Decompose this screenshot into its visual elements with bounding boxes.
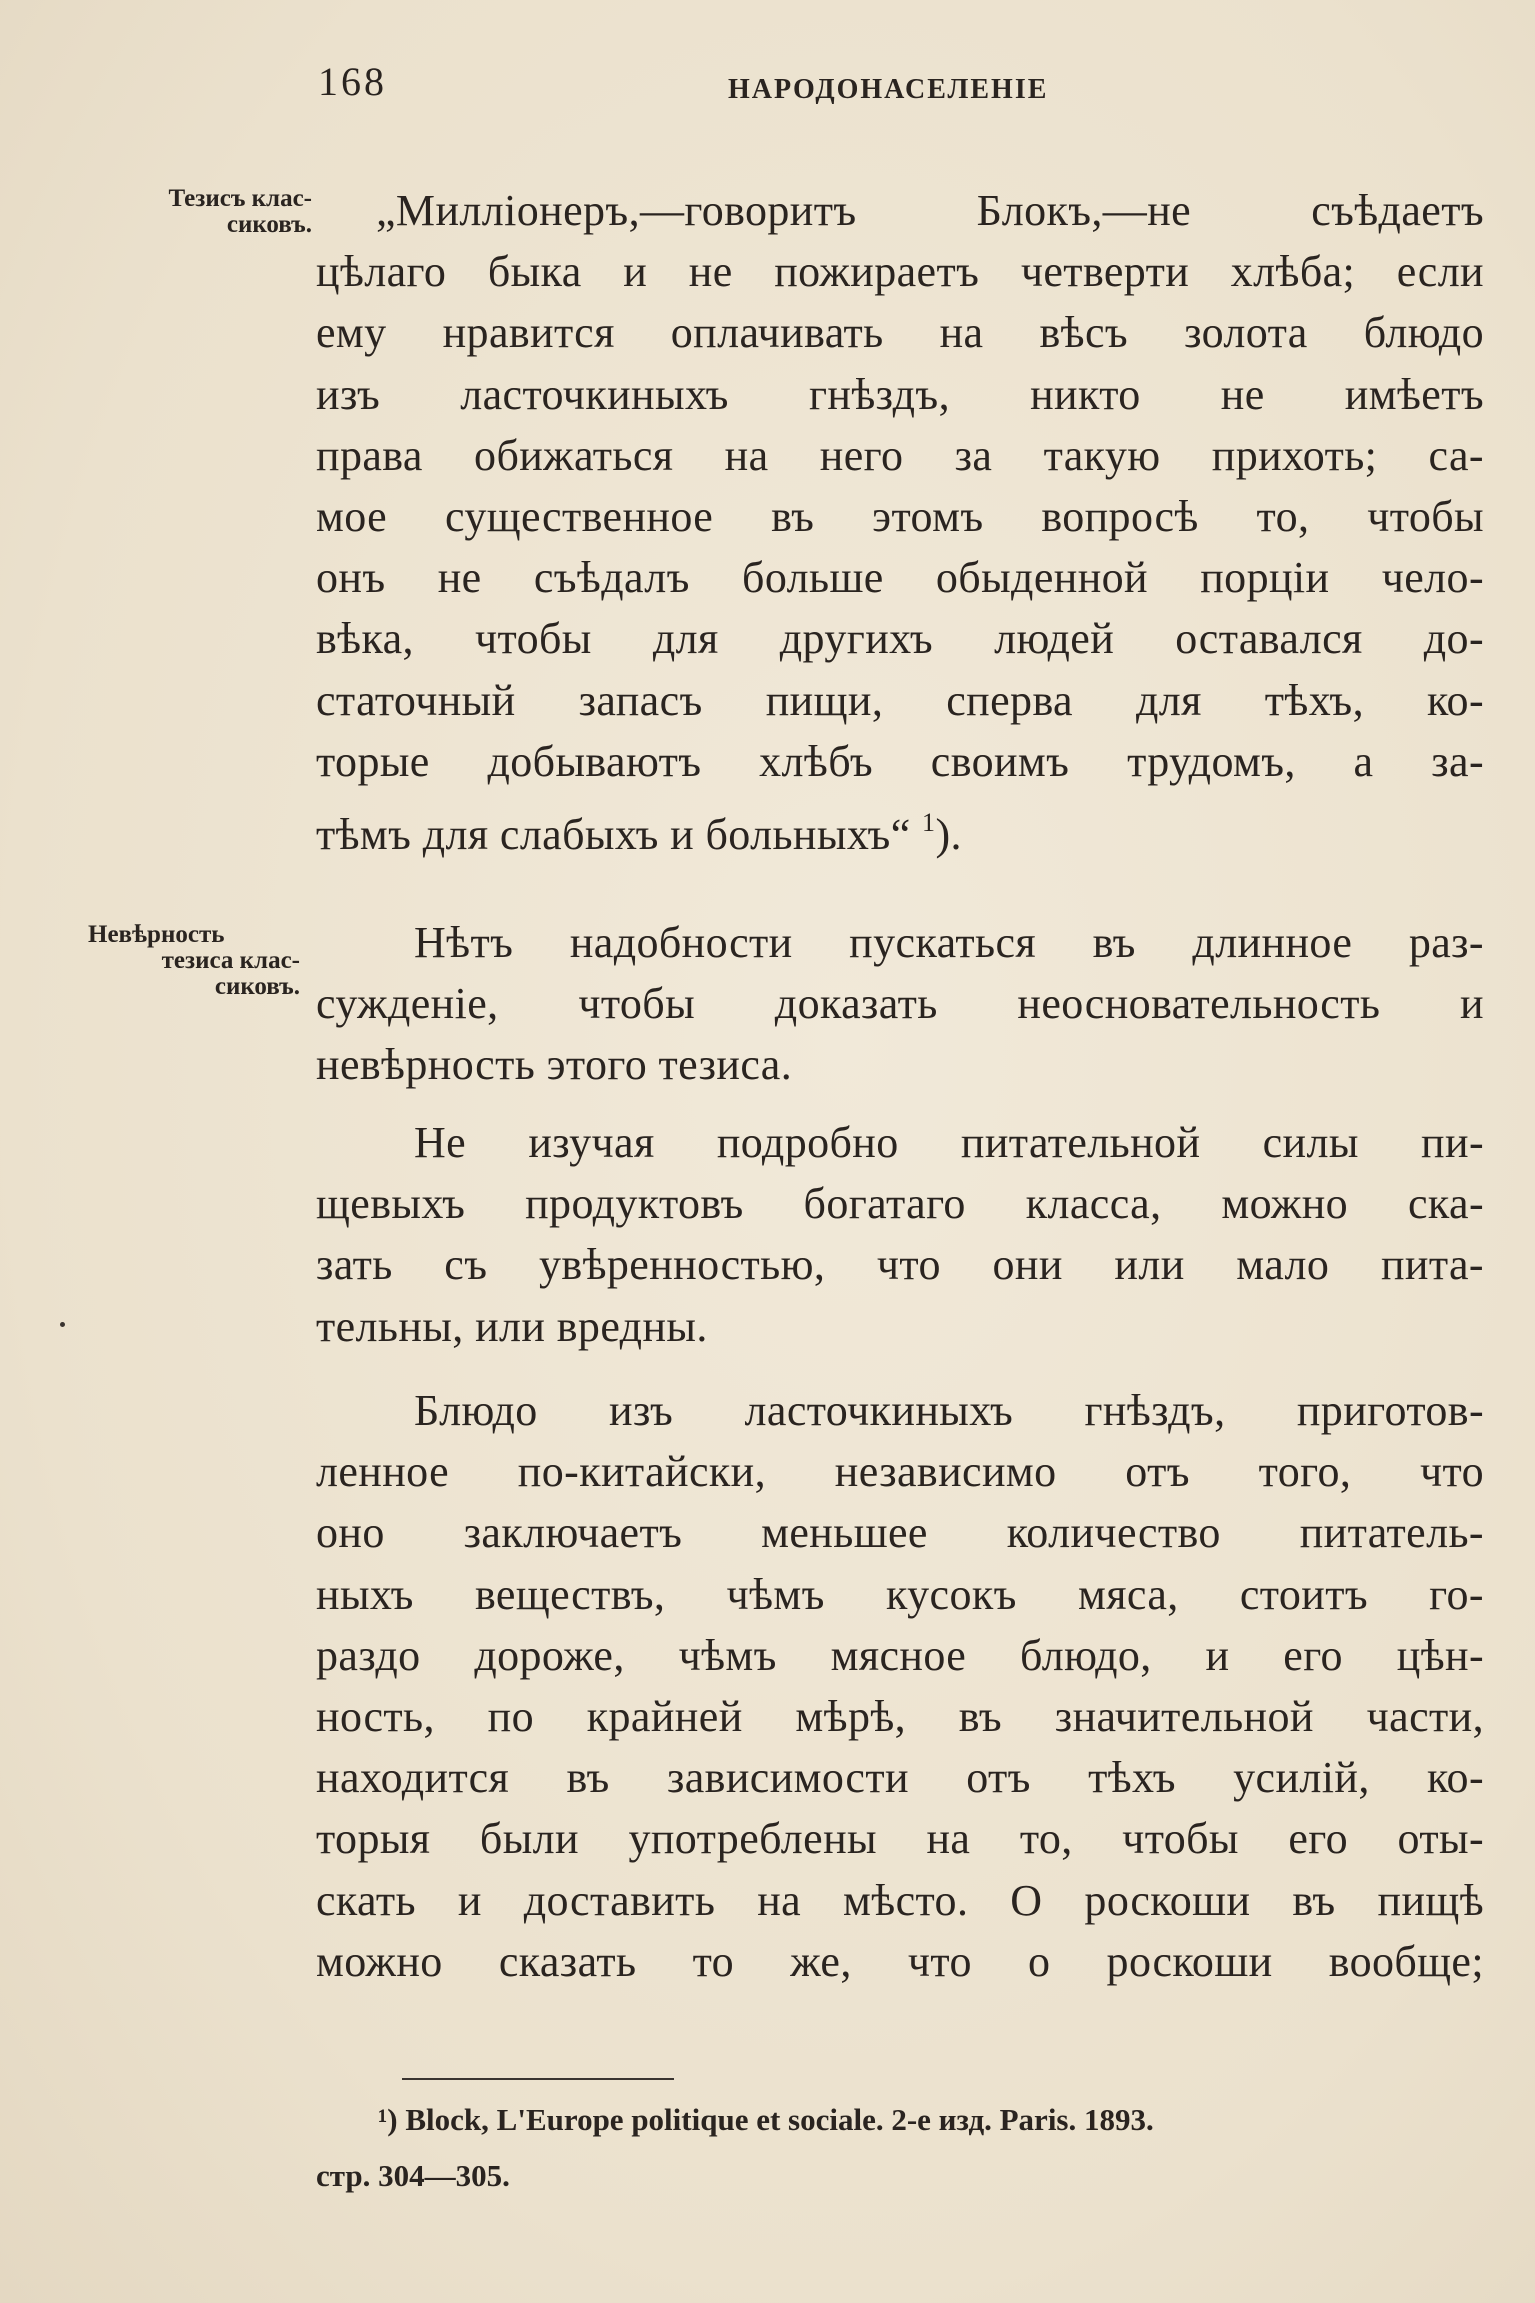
text-line: Не изучая подробно питательной силы пи-	[414, 1118, 1484, 1167]
margin-note-line: Тезисъ клас-	[168, 185, 312, 212]
footnote-reference-close: ).	[935, 809, 962, 859]
margin-note-thesis-falsity	[50, 922, 300, 1000]
margin-note-line: Невѣрность	[88, 921, 225, 948]
text-line: изъ ласточкиныхъ гнѣздъ, никто не имѣетъ	[316, 369, 1484, 419]
text-line: ныхъ веществъ, чѣмъ кусокъ мяса, стоитъ го-	[316, 1569, 1484, 1619]
text-line: щевыхъ продуктовъ богатаго класса, можно ска-	[316, 1179, 1484, 1229]
text-line: невѣрность этого тезиса.	[316, 1040, 793, 1090]
text-line: статочный запасъ пищи, сперва для тѣхъ, ко-	[316, 675, 1484, 725]
text-line: можно сказать то же, что о роскоши вообще;	[316, 1936, 1484, 1986]
margin-note-line: сиковъ.	[214, 973, 300, 1000]
text-line-with-footnote-ref	[316, 792, 1484, 859]
print-speck	[60, 1322, 65, 1327]
text-line: „Милліонеръ,—говоритъ Блокъ,—не съѣдаетъ	[376, 186, 1484, 235]
margin-note-thesis	[62, 186, 312, 238]
text-line: цѣлаго быка и не пожираетъ четверти хлѣба; если	[316, 247, 1484, 297]
text-line: скать и доставить на мѣсто. О роскоши въ пищѣ	[316, 1875, 1484, 1925]
text-line: раздо дороже, чѣмъ мясное блюдо, и его цѣн-	[316, 1630, 1484, 1680]
margin-note-line: тезиса клас-	[161, 947, 300, 974]
body-paragraph-4	[316, 1380, 1484, 1992]
text-line: торые добываютъ хлѣбъ своимъ трудомъ, а за-	[316, 736, 1484, 786]
body-paragraph-1	[316, 180, 1484, 859]
footnote-line: стр. 304—305.	[316, 2158, 510, 2193]
text-line: мое существенное въ этомъ вопросѣ то, чтобы	[316, 491, 1484, 541]
text-line: ность, по крайней мѣрѣ, въ значительной части,	[316, 1691, 1484, 1741]
text-line: находится въ зависимости отъ тѣхъ усилій, ко-	[316, 1753, 1484, 1803]
text-line: оно заключаетъ меньшее количество питатель-	[316, 1508, 1484, 1558]
running-title: НАРОДОНАСЕЛЕНІЕ	[728, 74, 1049, 105]
footnote-divider	[402, 2078, 674, 2080]
text-line: торыя были употреблены на то, чтобы его оты-	[316, 1814, 1484, 1864]
footnote-reference: 1	[922, 807, 936, 837]
text-line-content: тѣмъ для слабыхъ и больныхъ“	[316, 809, 911, 859]
body-paragraph-3	[316, 1112, 1484, 1357]
text-line: онъ не съѣдалъ больше обыденной порціи чело-	[316, 553, 1484, 603]
footnote	[316, 2092, 1484, 2204]
text-line: ленное по-китайски, независимо отъ того, что	[316, 1447, 1484, 1497]
page-number: 168	[318, 59, 387, 104]
text-line: сужденіе, чтобы доказать неосновательность и	[316, 979, 1484, 1029]
body-paragraph-2	[316, 912, 1484, 1096]
text-line: Блюдо изъ ласточкиныхъ гнѣздъ, приготов-	[414, 1386, 1484, 1435]
footnote-line: ¹) Block, L'Europe politique et sociale. 2-е изд. Paris. 1893.	[378, 2102, 1154, 2137]
text-line: вѣка, чтобы для другихъ людей оставался до-	[316, 614, 1484, 664]
text-line: ему нравится оплачивать на вѣсъ золота блюдо	[316, 308, 1484, 358]
text-line: права обижаться на него за такую прихоть; са-	[316, 430, 1484, 480]
text-line: зать съ увѣренностью, что они или мало пита-	[316, 1240, 1484, 1290]
margin-note-line: сиковъ.	[226, 211, 312, 238]
text-line: тельны, или вредны.	[316, 1301, 708, 1351]
text-line: Нѣтъ надобности пускаться въ длинное раз-	[414, 918, 1484, 967]
